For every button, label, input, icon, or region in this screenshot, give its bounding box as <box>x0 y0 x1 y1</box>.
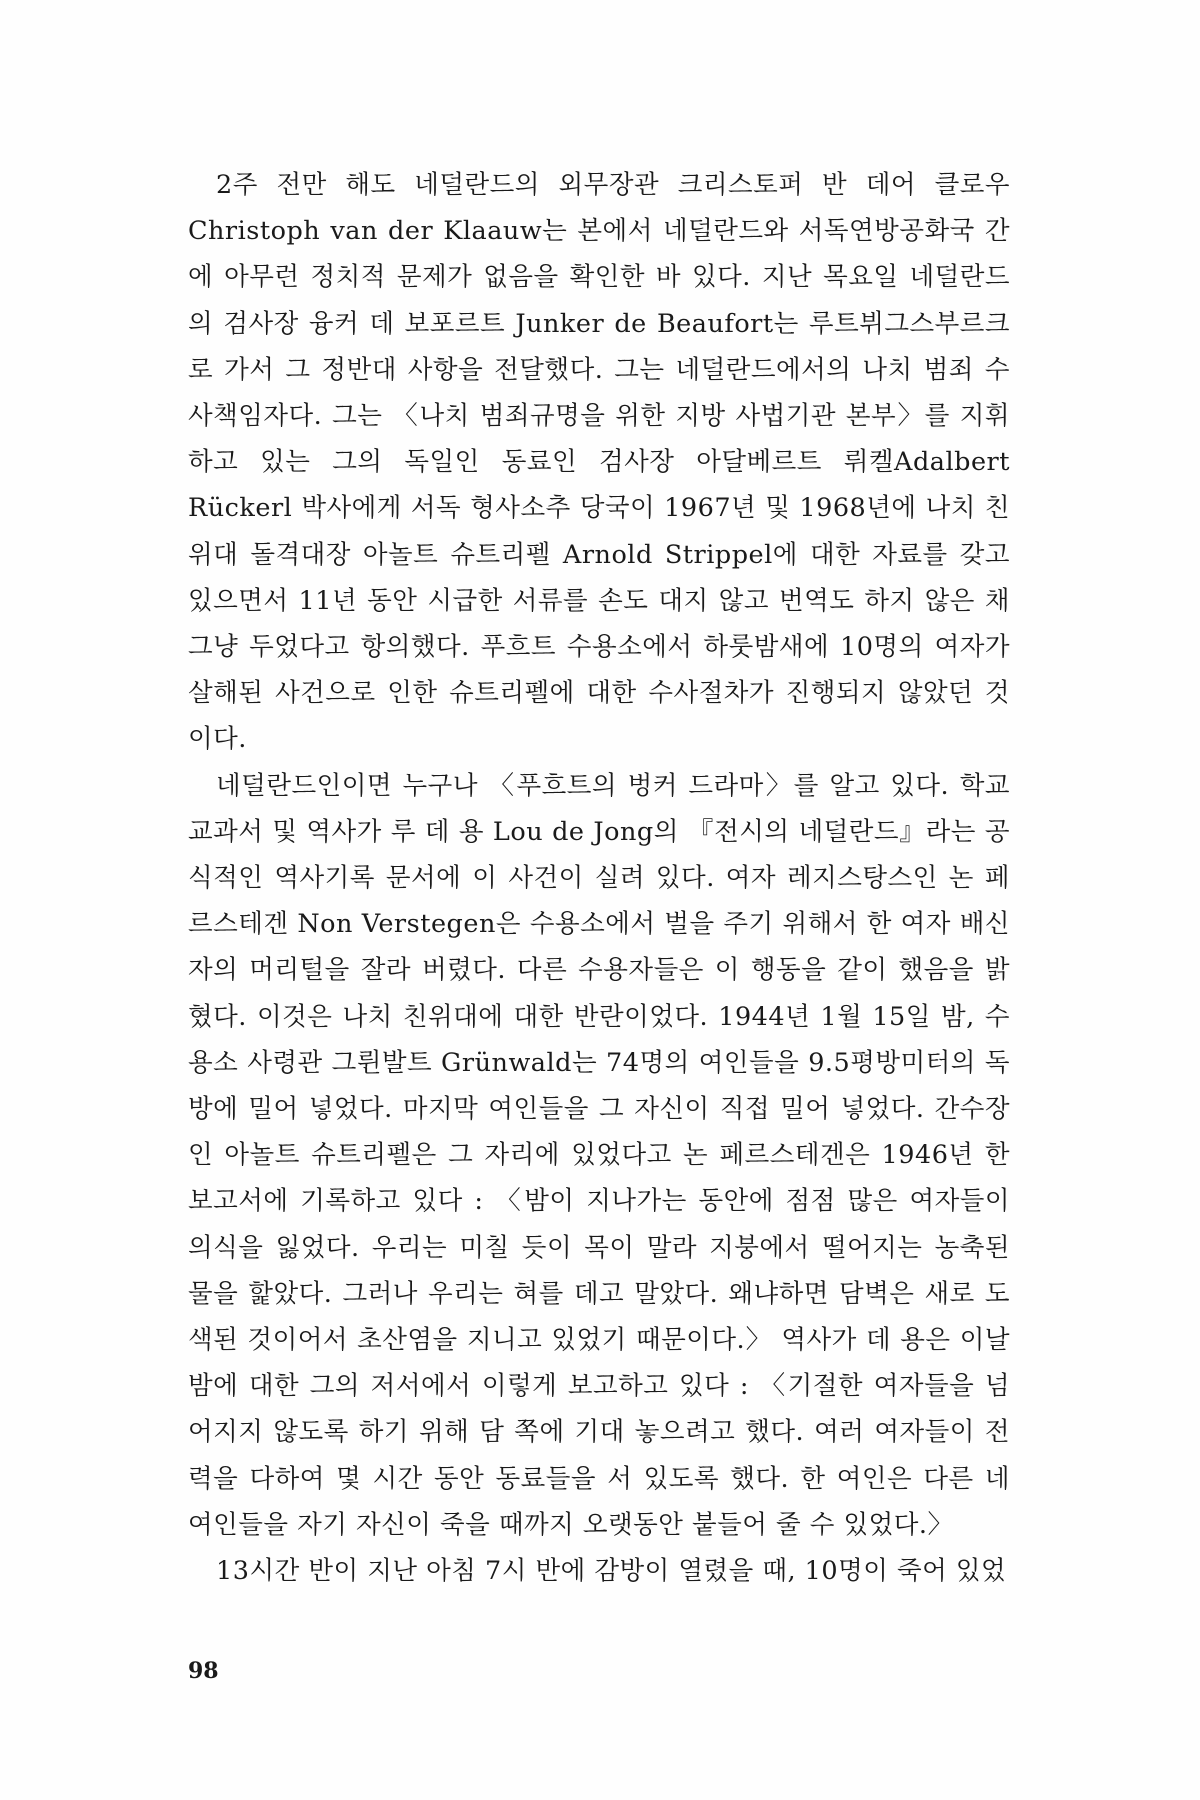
page-number: 98 <box>188 1658 219 1684</box>
paragraph-1: 2주 전만 해도 네덜란드의 외무장관 크리스토퍼 반 데어 클로우 Christoph van der Klaauw는 본에서 네덜란드와 서독연방공화국 간에 아무런 정치적 문제가 없음을 확인한 바 있다. 지난 목요일 네덜란드의 검사장 융커 데 보포르트 Junker de Beaufort는 루트뷔그스부르크로 가서 그 정반대 사항을 전달했다. 그는 네덜란드에서의 나치 범죄 수사책임자다. 그는 〈나치 범죄규명을 위한 지방 사법기관 본부〉를 지휘하고 있는 그의 독일인 동료인 검사장 아달베르트 뤼켈Adalbert Rückerl 박사에게 서독 형사소추 당국이 1967년 및 1968년에 나치 친위대 돌격대장 아놀트 슈트리펠 Arnold Strippel에 대한 자료를 갖고 있으면서 11년 동안 시급한 서류를 손도 대지 않고 번역도 하지 않은 채 그냥 두었다고 항의했다. 푸흐트 수용소에서 하룻밤새에 10명의 여자가 살해된 사건으로 인한 슈트리펠에 대한 수사절차가 진행되지 않았던 것이다. <box>188 170 1010 755</box>
body-text <box>188 162 1010 1594</box>
paragraph-3: 13시간 반이 지난 아침 7시 반에 감방이 열렸을 때, 10명이 죽어 있었 <box>216 1556 1007 1587</box>
paragraph-2: 네덜란드인이면 누구나 〈푸흐트의 벙커 드라마〉를 알고 있다. 학교 교과서 및 역사가 루 데 용 Lou de Jong의 『전시의 네덜란드』라는 공식적인 역사기록 문서에 이 사건이 실려 있다. 여자 레지스탕스인 논 페르스테겐 Non Verstegen은 수용소에서 벌을 주기 위해서 한 여자 배신자의 머리털을 잘라 버렸다. 다른 수용자들은 이 행동을 같이 했음을 밝혔다. 이것은 나치 친위대에 대한 반란이었다. 1944년 1월 15일 밤, 수용소 사령관 그륀발트 Grünwald는 74명의 여인들을 9.5평방미터의 독방에 밀어 넣었다. 마지막 여인들을 그 자신이 직접 밀어 넣었다. 간수장인 아놀트 슈트리펠은 그 자리에 있었다고 논 페르스테겐은 1946년 한 보고서에 기록하고 있다 : 〈밤이 지나가는 동안에 점점 많은 여자들이 의식을 잃었다. 우리는 미칠 듯이 목이 말라 지붕에서 떨어지는 농축된 물을 핥았다. 그러나 우리는 혀를 데고 말았다. 왜냐하면 담벽은 새로 도색된 것이어서 초산염을 지니고 있었기 때문이다.〉 역사가 데 용은 이날 밤에 대한 그의 저서에서 이렇게 보고하고 있다 : 〈기절한 여자들을 넘어지지 않도록 하기 위해 담 쪽에 기대 놓으려고 했다. 여러 여자들이 전력을 다하여 몇 시간 동안 동료들을 서 있도록 했다. 한 여인은 다른 네 여인들을 자기 자신이 죽을 때까지 오랫동안 붙들어 줄 수 있었다.〉 <box>188 770 1010 1540</box>
